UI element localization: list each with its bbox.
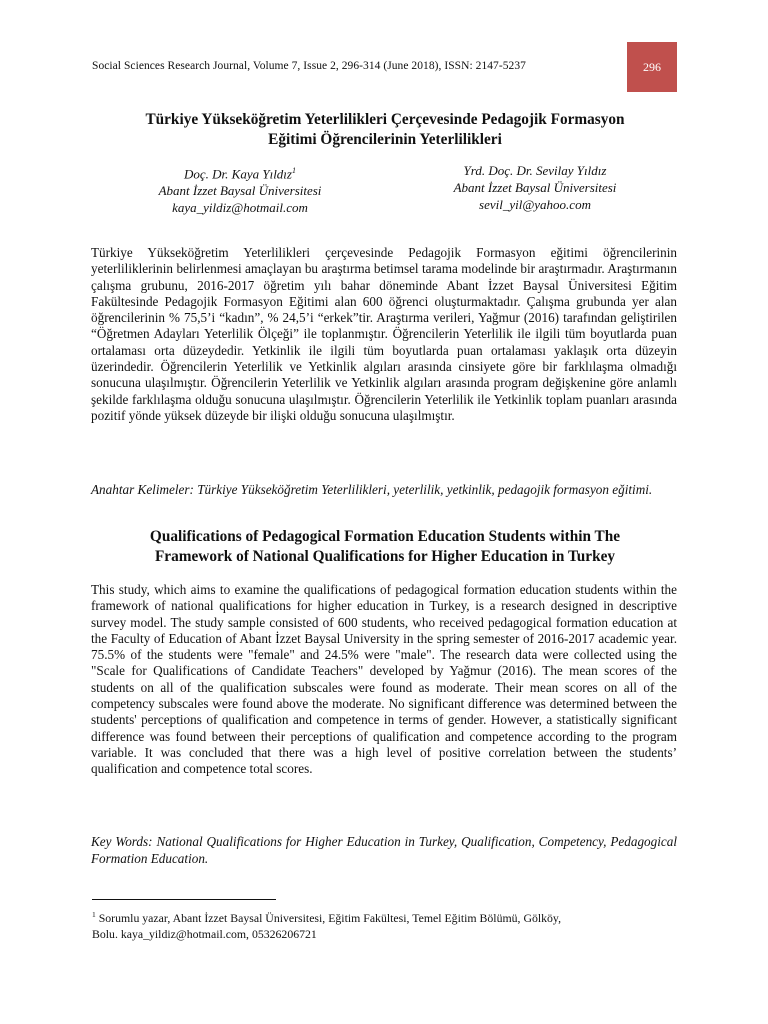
footnote (92, 907, 678, 942)
footnote-mark: 1 (92, 910, 96, 919)
english-keywords: Key Words: National Qualifications for Higher Education in Turkey, Qualification, Competency, Pedagogical Formation Education. (91, 834, 677, 866)
footnote-line1: Sorumlu yazar, Abant İzzet Baysal Üniversitesi, Eğitim Fakültesi, Temel Eğitim Bölümü, Gölköy, (95, 910, 562, 925)
english-title-line1: Qualifications of Pedagogical Formation Education Students within The (149, 528, 621, 545)
author-1-affiliation: Abant İzzet Baysal Üniversitesi (158, 183, 322, 199)
english-title (90, 527, 680, 567)
footnote-divider (92, 899, 276, 900)
turkish-abstract: Türkiye Yükseköğretim Yeterlilikleri çerçevesinde Pedagojik Formasyon eğitimi öğrencilerinin yeterliliklerinin belirlenmesi amaçlayan bu araştırma betimsel tarama modelinde bir araştırmadır. Araştırmanın çalışma grubunu, 2016-2017 öğretim yılı bahar döneminde Abant İzzet Baysal Üniversitesi Eğitim Fakültesinde Pedagojik Formasyon Eğitimi alan 600 öğrenci oluşturmaktadır. Çalışma grubunda yer alan öğrencilerinin % 75,5’i “kadın”, % 24,5’i “erkek”tir. Araştırma verileri, Yağmur (2016) tarafından geliştirilen “Öğretmen Adayları Yeterlilik Ölçeği” ile toplanmıştır. Öğrencilerin Yeterlilik ile ilgili tüm boyutlarda puan ortalaması orta düzeydedir. Yetkinlik ile ilgili tüm boyutlarda puan ortalaması yaklaşık orta düzeyin üzerindedir. Öğrencilerin Yeterlilik ve Yetkinlik algıları arasında cinsiyete göre bir farklılaşma olmadığı sonucuna ulaşılmıştır. Öğrencilerin Yeterlilik ve Yetkinlik algıları arasında program değişkenine göre anlamlı şekilde farklılaşma olduğu sonucuna ulaşılmıştır. Öğrencilerin Yeterlilik ile Yetkinlik toplam puanları arasında pozitif yönde yüksek düzeyde bir ilişki olduğu sonucuna ulaşılmıştır. (91, 245, 677, 423)
turkish-title-line1: Türkiye Yükseköğretim Yeterlilikleri Çerçevesinde Pedagojik Formasyon (145, 111, 625, 128)
turkish-keywords: Anahtar Kelimeler: Türkiye Yükseköğretim Yeterlilikleri, yeterlilik, yetkinlik, pedagojik formasyon eğitimi. (91, 482, 653, 497)
journal-header: Social Sciences Research Journal, Volume 7, Issue 2, 296-314 (June 2018), ISSN: 2147-5237 (92, 60, 526, 72)
author-2-affiliation: Abant İzzet Baysal Üniversitesi (453, 180, 617, 195)
page-number-badge: 296 (627, 42, 677, 92)
turkish-title-line2: Eğitimi Öğrencilerinin Yeterlilikleri (268, 131, 502, 148)
author-2 (410, 162, 660, 213)
author-1-name: Doç. Dr. Kaya Yıldız (184, 166, 292, 182)
author-1-footnote-mark[interactable]: 1 (291, 166, 296, 175)
english-title-line2: Framework of National Qualifications for Higher Education in Turkey (154, 548, 616, 565)
author-1-email[interactable]: kaya_yildiz@hotmail.com (172, 200, 308, 216)
author-2-name: Yrd. Doç. Dr. Sevilay Yıldız (463, 163, 607, 178)
turkish-title (90, 110, 680, 150)
english-abstract: This study, which aims to examine the qualifications of pedagogical formation education students within the framework of national qualifications for higher education in Turkey, is a research designed in descriptive survey model. The study sample consisted of 600 students, who received pedagogical formation education at the Faculty of Education of Abant İzzet Baysal University in the spring semester of 2016-2017 academic year. 75.5% of the students were "female" and 24.5% were "male". The research data were collected using the "Scale for Qualifications of Candidate Teachers" developed by Yağmur (2016). The mean scores of the students on all of the qualification subscales were found as moderate. Their mean scores on all of the competency subscales were found above the moderate. No significant difference was determined between the students' perceptions of qualification and competence in terms of gender. However, a statistically significant difference was found between their perceptions of qualification and competence according to the program variable. It was concluded that there was a high level of positive correlation between the students’ qualification and competence total scores. (91, 582, 677, 777)
footnote-line2: Bolu. kaya_yildiz@hotmail.com, 05326206721 (92, 926, 317, 941)
author-2-email[interactable]: sevil_yil@yahoo.com (479, 197, 591, 212)
author-1 (120, 162, 360, 216)
